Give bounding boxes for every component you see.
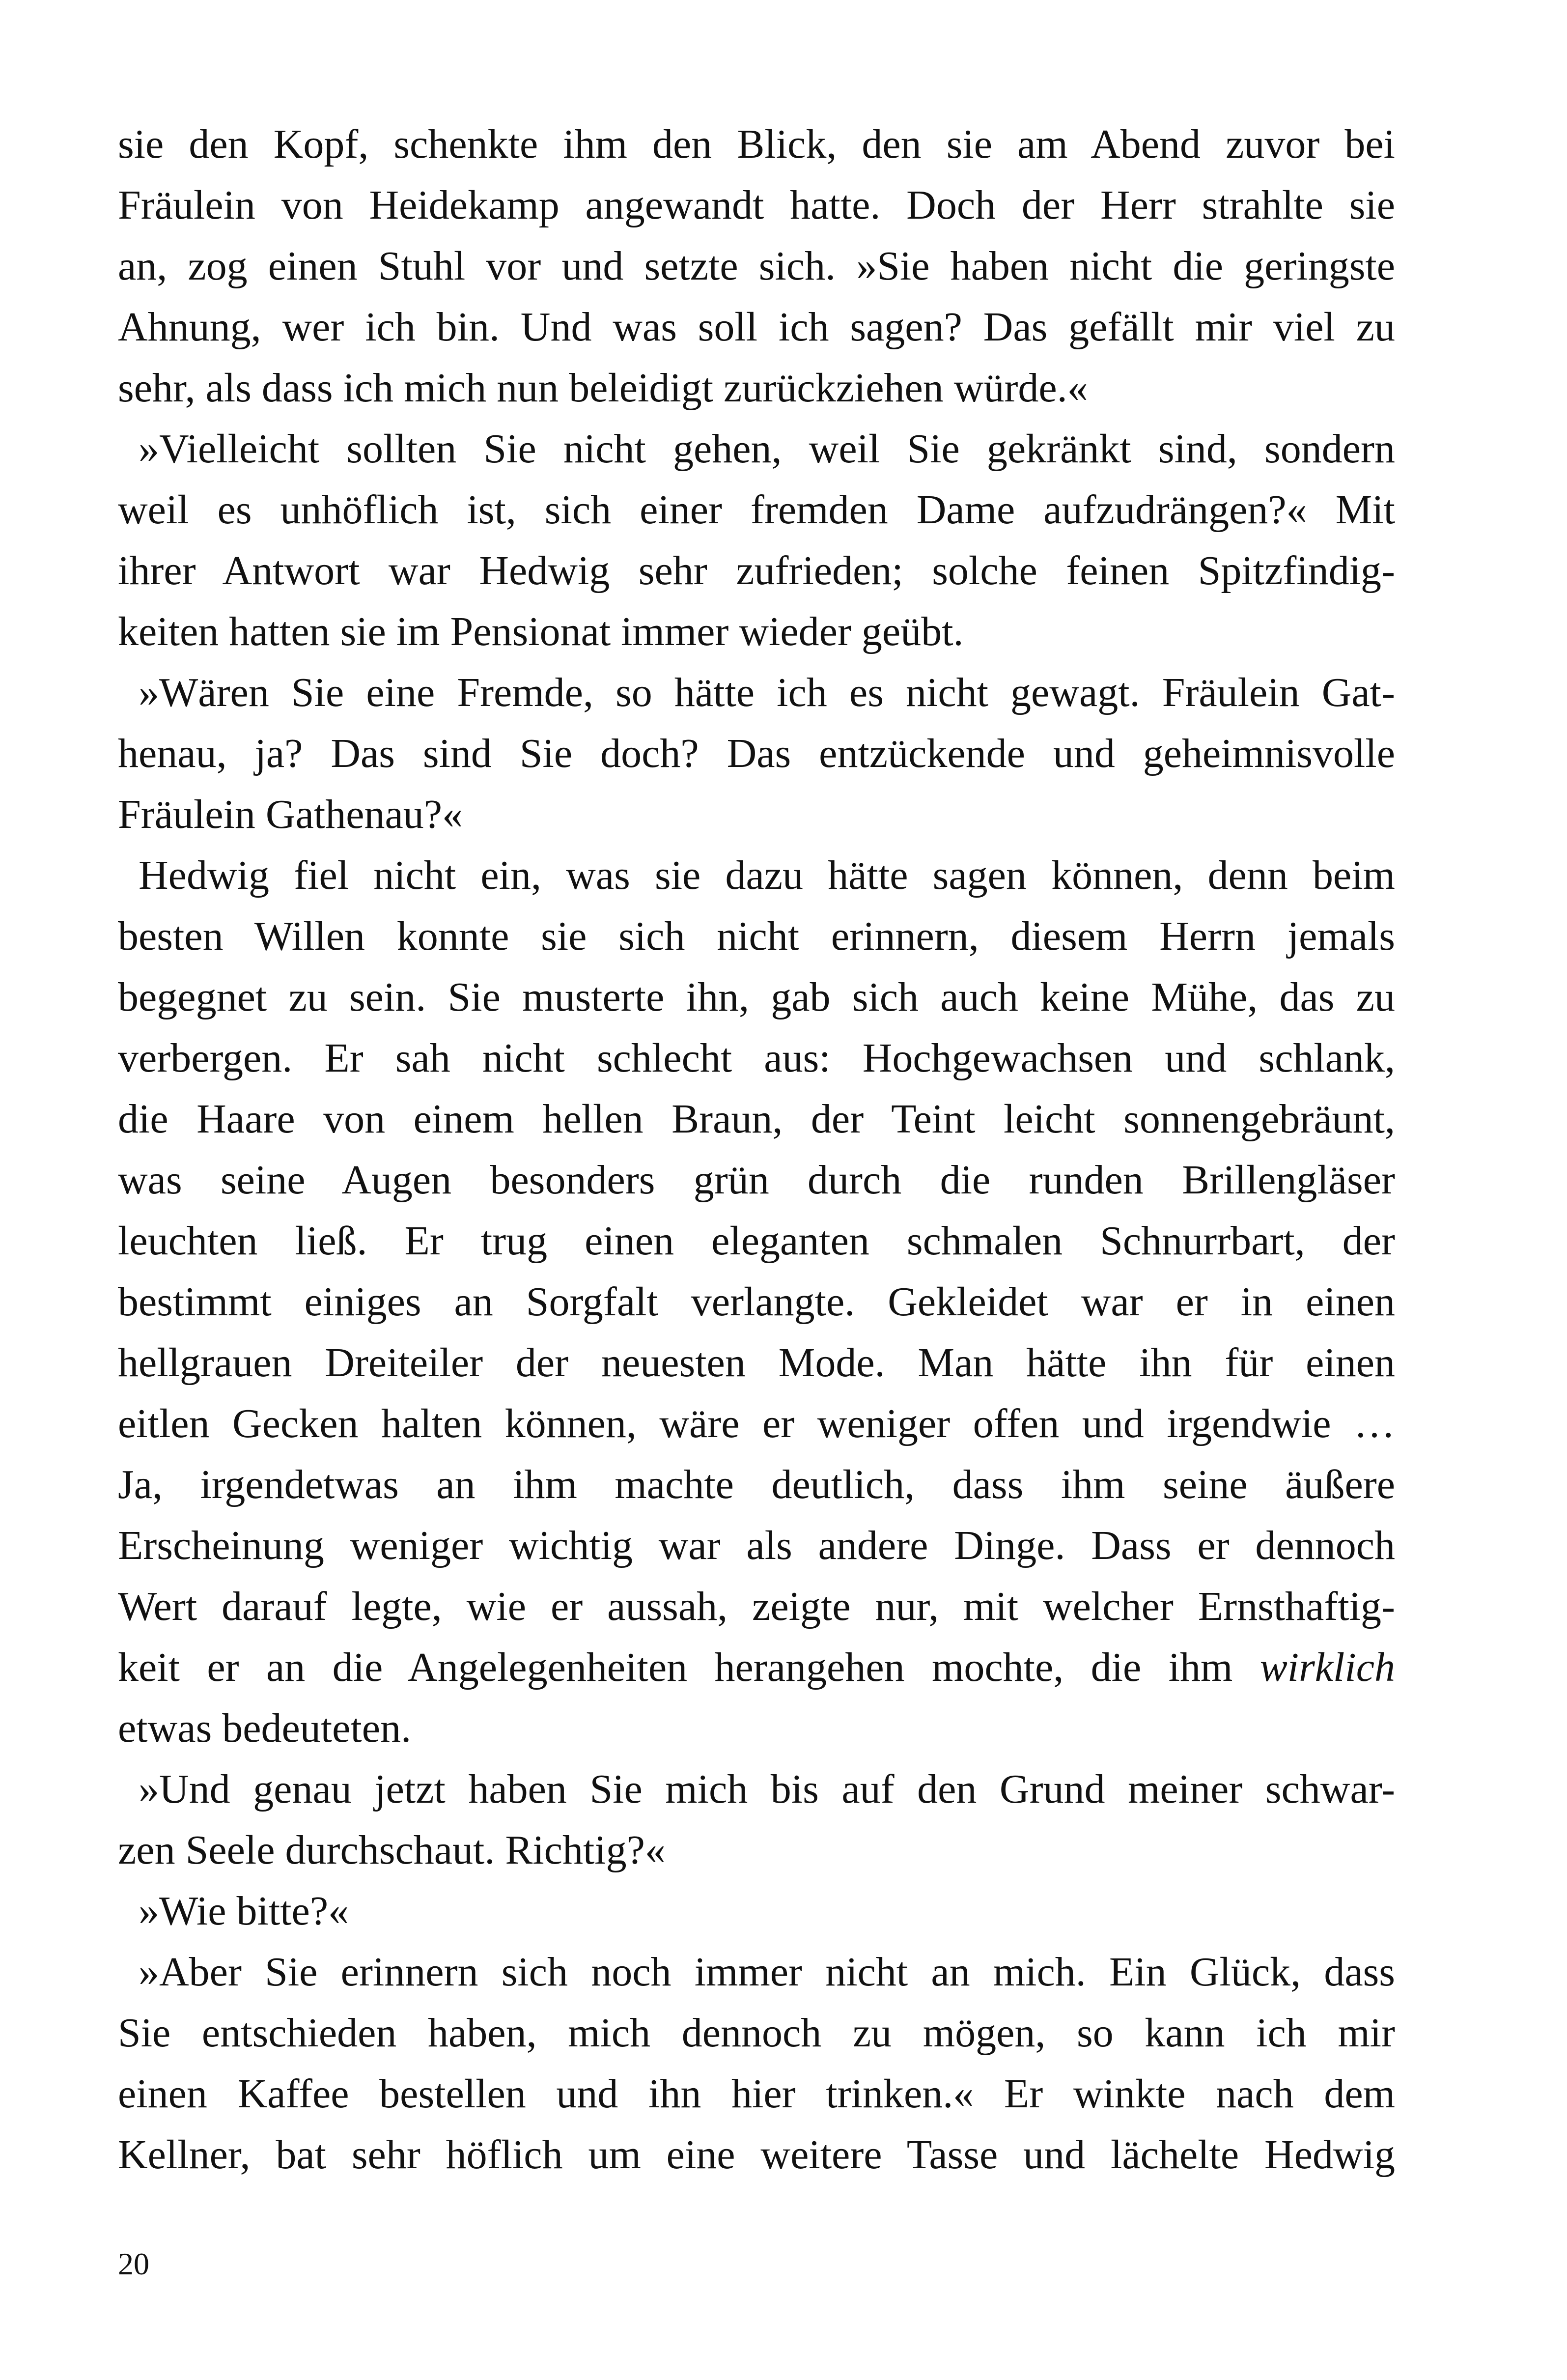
text-line: Hedwig fiel nicht ein, was sie dazu hätte sagen können, denn beim bbox=[139, 852, 1395, 898]
text-line: Ahnung, wer ich bin. Und was soll ich sagen? Das gefällt mir viel zu bbox=[118, 304, 1395, 350]
emphasis-text: wirklich bbox=[1259, 1644, 1395, 1690]
text-line: etwas bedeuteten. bbox=[118, 1705, 412, 1751]
text-line: was seine Augen besonders grün durch die runden Brillengläser bbox=[118, 1157, 1395, 1203]
text-line: leuchten ließ. Er trug einen eleganten schmalen Schnurrbart, der bbox=[118, 1218, 1395, 1264]
text-line: »Wären Sie eine Fremde, so hätte ich es nicht gewagt. Fräulein Gat- bbox=[139, 670, 1395, 715]
text-line: Erscheinung weniger wichtig war als andere Dinge. Dass er dennoch bbox=[118, 1523, 1395, 1568]
text-line: weil es unhöflich ist, sich einer fremden Dame aufzudrängen?« Mit bbox=[118, 487, 1395, 533]
text-line: sie den Kopf, schenkte ihm den Blick, den sie am Abend zuvor bei bbox=[118, 121, 1395, 167]
text-line: sehr, als dass ich mich nun beleidigt zurückziehen würde.« bbox=[118, 365, 1088, 411]
text-line: »Aber Sie erinnern sich noch immer nicht an mich. Ein Glück, dass bbox=[139, 1949, 1395, 1995]
text-line: »Wie bitte?« bbox=[139, 1888, 349, 1934]
text-line: besten Willen konnte sie sich nicht erinnern, diesem Herrn jemals bbox=[118, 913, 1395, 959]
text-line: Kellner, bat sehr höflich um eine weitere Tasse und lächelte Hedwig bbox=[118, 2132, 1395, 2178]
text-line: bestimmt einiges an Sorgfalt verlangte. Gekleidet war er in einen bbox=[118, 1279, 1395, 1325]
text-line: Wert darauf legte, wie er aussah, zeigte nur, mit welcher Ernsthaftig- bbox=[118, 1584, 1395, 1629]
text-line: Fräulein von Heidekamp angewandt hatte. Doch der Herr strahlte sie bbox=[118, 182, 1395, 228]
text-line: »Und genau jetzt haben Sie mich bis auf den Grund meiner schwar- bbox=[139, 1766, 1395, 1812]
text-line: henau, ja? Das sind Sie doch? Das entzückende und geheimnisvolle bbox=[118, 731, 1395, 776]
text-line: »Vielleicht sollten Sie nicht gehen, weil Sie gekränkt sind, sondern bbox=[139, 426, 1395, 472]
text-line: Sie entschieden haben, mich dennoch zu mögen, so kann ich mir bbox=[118, 2010, 1395, 2056]
text-line: hellgrauen Dreiteiler der neuesten Mode. Man hätte ihn für einen bbox=[118, 1340, 1395, 1386]
text-line: Fräulein Gathenau?« bbox=[118, 792, 463, 837]
text-line: eitlen Gecken halten können, wäre er weniger offen und irgendwie … bbox=[118, 1401, 1395, 1446]
text-line: ihrer Antwort war Hedwig sehr zufrieden; solche feinen Spitzfindig- bbox=[118, 548, 1395, 594]
text-line: einen Kaffee bestellen und ihn hier trinken.« Er winkte nach dem bbox=[118, 2071, 1395, 2117]
text-line: keit er an die Angelegenheiten herangehen mochte, die ihm wirklich bbox=[118, 1644, 1395, 1690]
text-line: keiten hatten sie im Pensionat immer wieder geübt. bbox=[118, 609, 964, 654]
page-number: 20 bbox=[118, 2246, 149, 2281]
text-line: die Haare von einem hellen Braun, der Teint leicht sonnengebräunt, bbox=[118, 1096, 1395, 1142]
text-line: Ja, irgendetwas an ihm machte deutlich, dass ihm seine äußere bbox=[118, 1462, 1395, 1507]
text-line: an, zog einen Stuhl vor und setzte sich. »Sie haben nicht die geringste bbox=[118, 243, 1395, 289]
text-line: begegnet zu sein. Sie musterte ihn, gab sich auch keine Mühe, das zu bbox=[118, 974, 1395, 1020]
text-line: zen Seele durchschaut. Richtig?« bbox=[118, 1827, 666, 1873]
text-line: verbergen. Er sah nicht schlecht aus: Hochgewachsen und schlank, bbox=[118, 1035, 1395, 1081]
